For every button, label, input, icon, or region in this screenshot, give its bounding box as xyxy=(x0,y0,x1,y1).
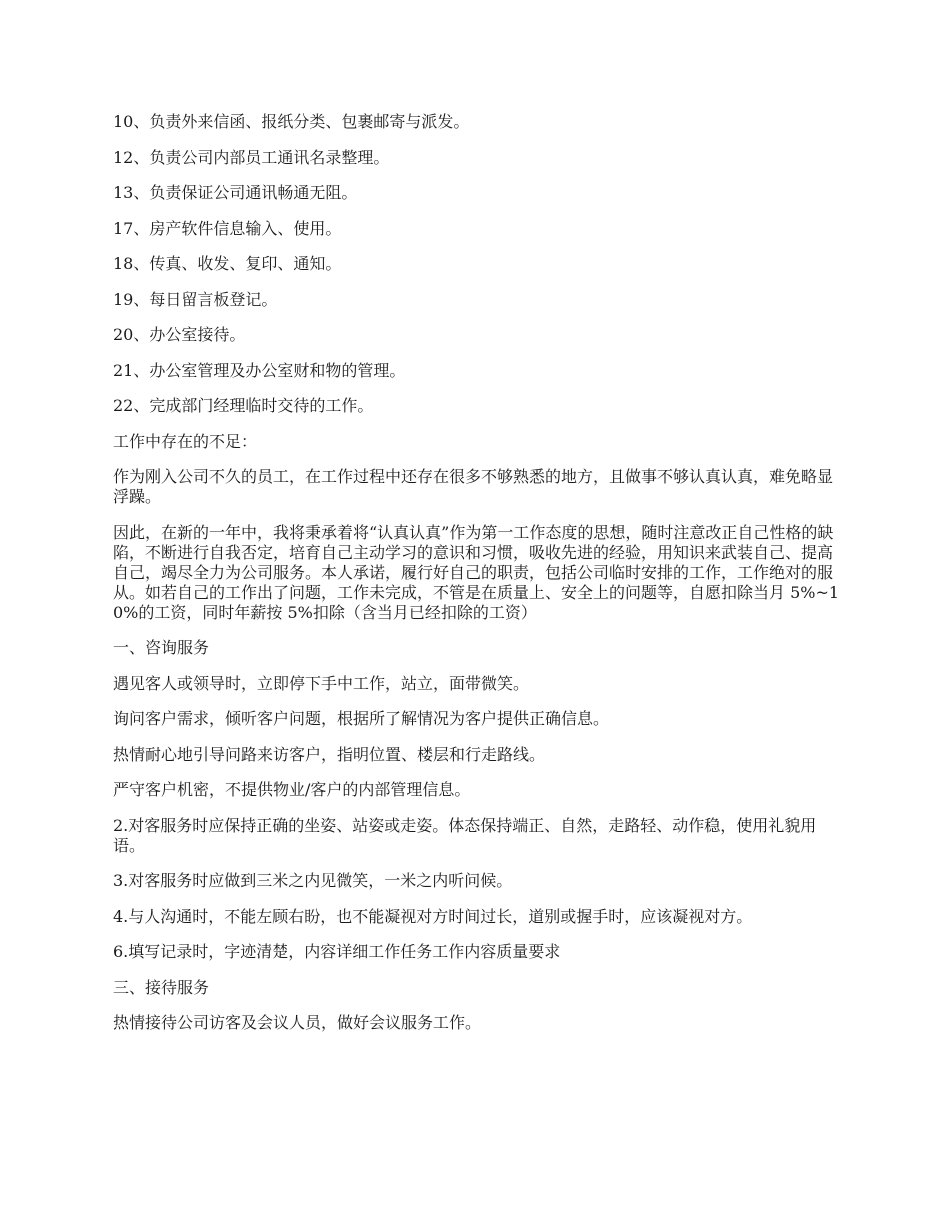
paragraph: 19、每日留言板登记。 xyxy=(113,289,278,309)
paragraph: 2.对客服务时应保持正确的坐姿、站姿或走姿。体态保持端正、自然，走路轻、动作稳，使用礼貌用语。 xyxy=(113,815,817,855)
section-heading: 三、接待服务 xyxy=(113,977,210,997)
paragraph: 22、完成部门经理临时交待的工作。 xyxy=(113,396,374,415)
paragraph: 严守客户机密，不提供物业/客户的内部管理信息。 xyxy=(113,780,471,799)
section-heading: 工作中存在的不足： xyxy=(113,431,258,451)
paragraph: 6.填写记录时，字迹清楚，内容详细工作任务工作内容质量要求 xyxy=(113,942,561,961)
paragraph: 因此，在新的一年中，我将秉承着将“认真认真”作为第一工作态度的思想，随时注意改正自己性格的缺陷，不断进行自我否定，培育自己主动学习的意识和习惯，吸收先进的经验，用知识来武装自己、提高自己，竭尽全力为公司服务。本人承诺，履行好自己的职责，包括公司临时安排的工作，工作绝对的服从。如若自己的工作出了问题，工作未完成，不管是在质量上、安全上的问题等，自愿扣除当月 5%~10%的工资，同时年薪按 5%扣除（含当月已经扣除的工资） xyxy=(113,522,840,622)
document-body xyxy=(113,112,843,1049)
paragraph: 20、办公室接待。 xyxy=(113,325,246,344)
paragraph: 遇见客人或领导时，立即停下手中工作，站立，面带微笑。 xyxy=(113,673,530,693)
paragraph: 12、负责公司内部员工通讯名录整理。 xyxy=(113,147,390,167)
section-heading: 一、咨询服务 xyxy=(113,638,210,657)
paragraph: 18、传真、收发、复印、通知。 xyxy=(113,254,342,273)
paragraph: 10、负责外来信函、报纸分类、包裹邮寄与派发。 xyxy=(113,112,470,131)
paragraph: 作为刚入公司不久的员工，在工作过程中还存在很多不够熟悉的地方，且做事不够认真认真，难免略显浮躁。 xyxy=(113,467,834,506)
paragraph: 17、房产软件信息输入、使用。 xyxy=(113,218,342,238)
paragraph: 询问客户需求，倾听客户问题，根据所了解情况为客户提供正确信息。 xyxy=(113,709,610,728)
paragraph: 13、负责保证公司通讯畅通无阻。 xyxy=(113,183,358,202)
paragraph: 4.与人沟通时，不能左顾右盼，也不能凝视对方时间过长，道别或握手时，应该凝视对方。 xyxy=(113,906,753,926)
paragraph: 3.对客服务时应做到三米之内见微笑，一米之内听问候。 xyxy=(113,871,513,890)
paragraph: 21、办公室管理及办公室财和物的管理。 xyxy=(113,360,406,380)
paragraph: 热情耐心地引导问路来访客户，指明位置、楼层和行走路线。 xyxy=(113,744,546,764)
paragraph: 热情接待公司访客及会议人员，做好会议服务工作。 xyxy=(113,1013,482,1032)
